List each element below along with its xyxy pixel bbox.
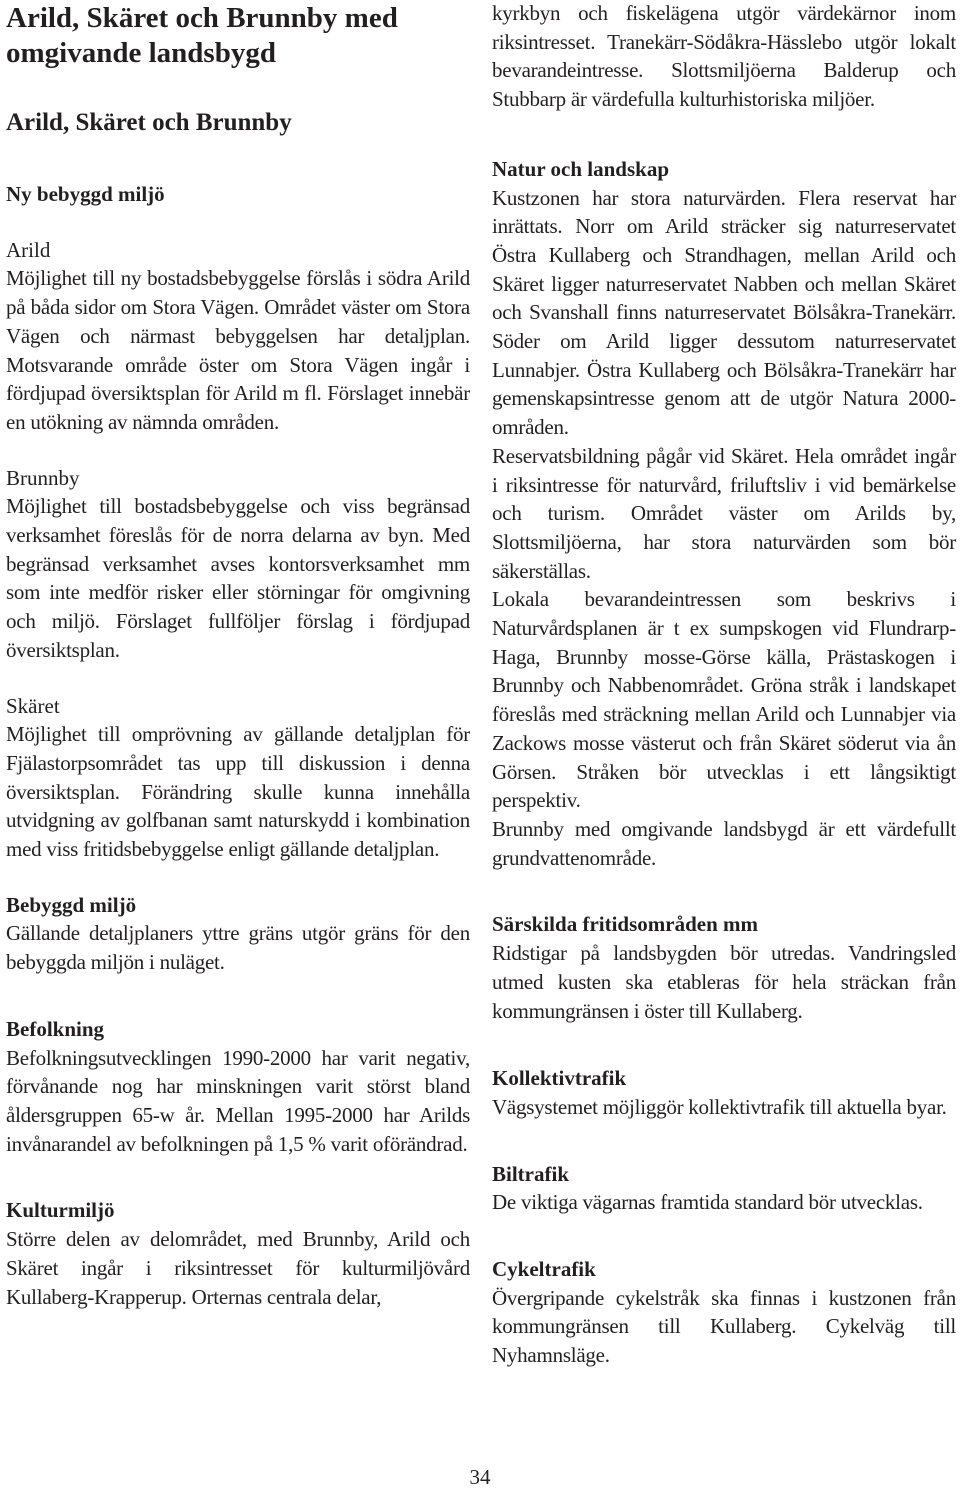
- ny-bebyggd-heading: Ny bebyggd miljö: [6, 182, 165, 206]
- arild-label: Arild: [6, 237, 51, 262]
- biltrafik-section: [492, 1160, 956, 1217]
- fritid-paragraph: Ridstigar på landsbygden bör utredas. Vandringsled utmed kusten ska etableras för hela sträckan från kommungränsen i öster till Kullaberg.: [492, 941, 956, 1023]
- kollektiv-section: [492, 1064, 956, 1121]
- bebyggd-paragraph: Gällande detaljplaners yttre gräns utgör gräns för den bebyggda miljön i nuläget.: [6, 921, 470, 975]
- page-number: 34: [469, 1465, 491, 1489]
- brunnby-label: Brunnby: [6, 465, 80, 490]
- kulturmiljo-section: [6, 1196, 470, 1311]
- brunnby-paragraph: Möjlighet till bostadsbebyggelse och viss begränsad verksamhet föreslås för de norra delarna av byn. Med begränsad verksamhet avses kontorsverksamhet mm som inte medför risker eller störningar för omgivning och miljö. Förslaget fullföljer förslag i fördjupad översiktsplan.: [6, 494, 470, 662]
- natur-paragraph-4: Brunnby med omgivande landsbygd är ett värdefullt grundvattenområde.: [492, 816, 956, 870]
- bebyggd-section: [6, 891, 470, 977]
- skaret-label: Skäret: [6, 693, 60, 718]
- biltrafik-paragraph: De viktiga vägarnas framtida standard bör utvecklas.: [492, 1190, 923, 1215]
- cykel-section: [492, 1255, 956, 1370]
- natur-section: [492, 155, 956, 873]
- natur-paragraph-3: Lokala bevarandeintressen som beskrivs i Naturvårdsplanen är t ex sumpskogen vid Flundrarp-Haga, Brunnby mosse-Görse källa, Prästaskogen i Brunnby och Nabbenområdet. Gröna stråk i landskapet föreslås med sträckning mellan Arild och Lunnabjer via Zackows mosse västerut och från Skäret söderut via ån Görsen. Stråken bör utvecklas i ett långsiktigt perspektiv.: [492, 587, 956, 813]
- kollektiv-heading: Kollektivtrafik: [492, 1066, 627, 1091]
- arild-paragraph: Möjlighet till ny bostadsbebyggelse förslås i södra Arild på båda sidor om Stora Vägen. Området väster om Stora Vägen och närmast bebyggelsen har detaljplan. Motsvarande område öster om Stora Vägen ingår i fördjupad översiktsplan för Arild m fl. Förslaget innebär en utökning av nämnda områden.: [6, 266, 470, 434]
- ny-bebyggd-section: [6, 180, 470, 864]
- fritid-section: [492, 910, 956, 1025]
- natur-paragraph-2: Reservatsbildning pågår vid Skäret. Hela området ingår i riksintresse för naturvård, friluftsliv i vid bemärkelse och turism. Området väster om Arilds by, Slottsmiljöerna, har stora naturvärden som bör säkerställas.: [492, 443, 956, 583]
- bebyggd-heading: Bebyggd miljö: [6, 892, 137, 917]
- kollektiv-paragraph: Vägsystemet möjliggör kollektivtrafik till aktuella byar.: [492, 1094, 947, 1119]
- natur-heading: Natur och landskap: [492, 156, 670, 181]
- biltrafik-heading: Biltrafik: [492, 1161, 569, 1186]
- cykel-heading: Cykeltrafik: [492, 1257, 596, 1282]
- skaret-paragraph: Möjlighet till omprövning av gällande detaljplan för Fjälastorpsområdet tas upp till diskussion i denna översiktsplan. Förändring skulle kunna innehålla utvidgning av golfbanan samt naturskydd i kombination med viss fritidsbebyggelse enligt gällande detaljplan.: [6, 722, 470, 862]
- befolkning-section: [6, 1015, 470, 1159]
- kulturmiljo-continued-paragraph: kyrkbyn och fiskelägena utgör värdekärnor inom riksintresset. Tranekärr-Södåkra-Hässlebo utgör lokalt bevarandeintresse. Slottsmiljöerna Balderup och Stubbarp är värdefulla kulturhistoriska miljöer.: [492, 1, 956, 112]
- natur-paragraph-1: Kustzonen har stora naturvärden. Flera reservat har inrättats. Norr om Arild sträcker sig naturreservatet Östra Kullaberg och Strandhagen, mellan Arild och Skäret ligger naturreservatet Nabben och mellan Skäret och Svanshall finns naturreservatet Bölsåkra-Tranekärr. Söder om Arild ligger dessutom naturreservatet Lunnabjer. Östra Kullaberg och Bölsåkra-Tranekärr har gemenskapsintresse genom att de utgör Natura 2000-områden.: [492, 185, 956, 440]
- befolkning-paragraph: Befolkningsutvecklingen 1990-2000 har varit negativ, förvånande nog har minskningen varit störst bland åldersgruppen 65-w år. Mellan 1995-2000 har Arilds invånarandel av befolkningen på 1,5 % varit oförändrad.: [6, 1045, 470, 1156]
- right-column: [492, 0, 956, 1370]
- cykel-paragraph: Övergripande cykelstråk ska finnas i kustzonen från kommungränsen till Kullaberg. Cykelväg till Nyhamnsläge.: [492, 1285, 956, 1368]
- kulturmiljo-paragraph: Större delen av delområdet, med Brunnby, Arild och Skäret ingår i riksintresset för kulturmiljövård Kullaberg-Krapperup. Orternas centrala delar,: [6, 1227, 470, 1309]
- left-column: [6, 0, 470, 1311]
- kulturmiljo-heading: Kulturmiljö: [6, 1198, 115, 1223]
- section-subtitle: Arild, Skäret och Brunnby: [6, 109, 292, 136]
- befolkning-heading: Befolkning: [6, 1016, 105, 1041]
- page-title: Arild, Skäret och Brunnby med omgivande landsbygd: [6, 2, 398, 69]
- fritid-heading: Särskilda fritidsområden mm: [492, 912, 759, 937]
